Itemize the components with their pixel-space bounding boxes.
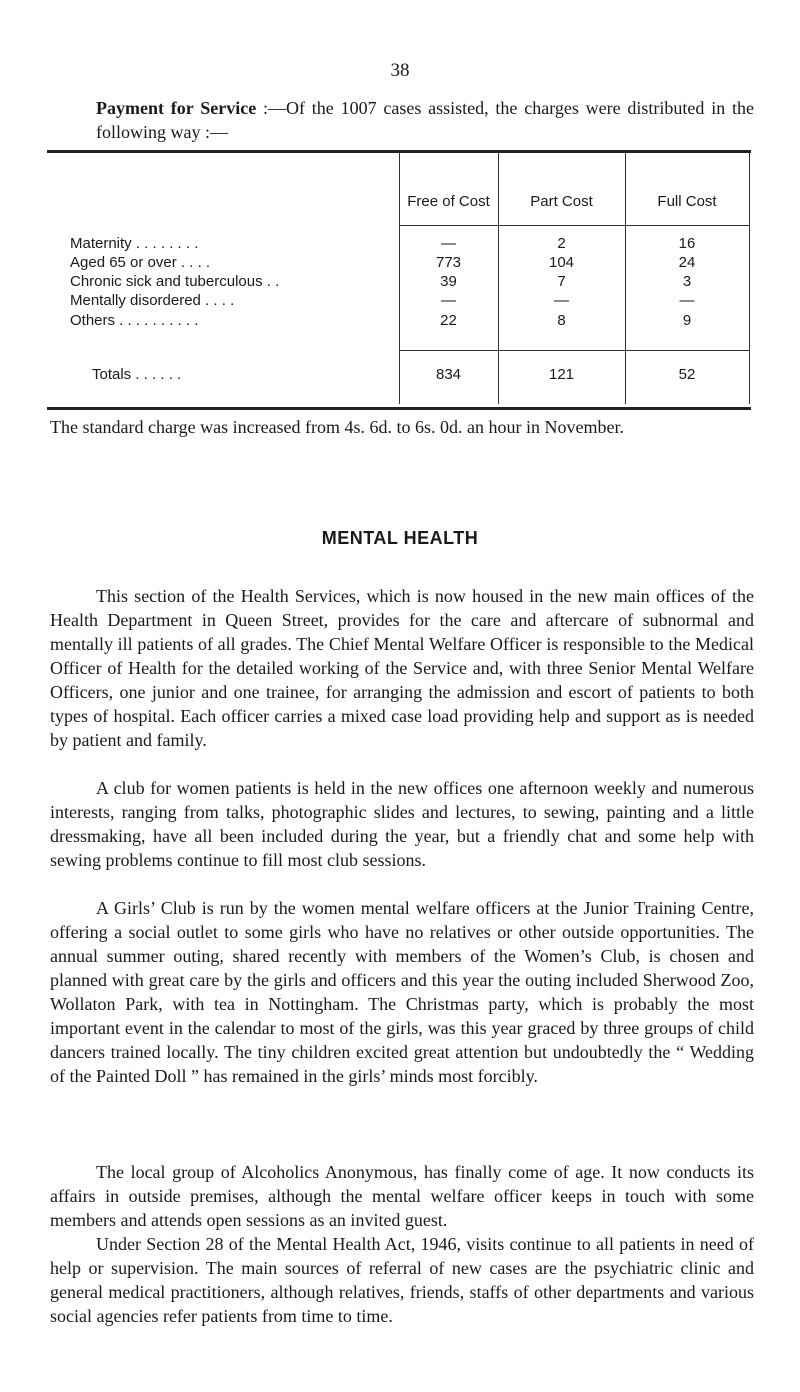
- body-paragraph: A club for women patients is held in the new offices one afternoon weekly and numerous interests, ranging from talks, photographic slides and lectures, to sewing, painting and a little dressmaking, have all been included during the year, but a friendly chat and some help with sewing problems continue to fill most club sessions.: [50, 778, 754, 870]
- body-paragraph: A Girls’ Club is run by the women mental welfare officers at the Junior Training Centre, offering a social outlet to some girls who have no relatives or other outside opportunities. The annual summer outing, shared recently with members of the Women’s Club, is chosen and planned with great care by the girls and officers and this year the outing included Sherwood Zoo, Wollaton Park, with tea in Nottingham. The Christmas party, which is probably the most important event in the calendar to most of the girls, was this year graced by three groups of child dancers trained locally. The tiny children excited great attention but undoubtedly the “ Wedding of the Painted Doll ” has remained in the girls’ minds most forcibly.: [50, 898, 754, 1086]
- intro-paragraph: [96, 96, 754, 144]
- header-free-of-cost: Free of Cost: [407, 193, 490, 210]
- totals-cell: 121: [548, 366, 575, 383]
- page-number: 38: [390, 60, 410, 81]
- table-cell: 7: [557, 273, 566, 290]
- standard-charge-note: The standard charge was increased from 4s. 6d. to 6s. 0d. an hour in November.: [50, 417, 625, 437]
- body-paragraph: The local group of Alcoholics Anonymous, has finally come of age. It now conducts its affairs in outside premises, although the mental welfare officer keeps in touch with some members and attends open sessions as an invited guest.: [50, 1162, 754, 1230]
- header-full-cost: Full Cost: [657, 193, 717, 210]
- row-label: Others . . . . . . . . . .: [70, 312, 199, 329]
- totals-rule: [399, 350, 750, 351]
- table-cell: 8: [557, 312, 566, 329]
- table-cell: 22: [440, 312, 457, 329]
- table-cell: 9: [682, 312, 692, 329]
- totals-label: Totals . . . . . .: [92, 366, 182, 383]
- body-paragraph: Under Section 28 of the Mental Health Act, 1946, visits continue to all patients in need of help or supervision. The main sources of referral of new cases are the psychiatric clinic and general medical practitioners, although relatives, friends, staffs of other departments and various social agencies refer patients from time to time.: [50, 1234, 754, 1326]
- intro-lead: Payment for Service: [96, 98, 257, 118]
- table-cell: —: [441, 235, 456, 252]
- section-heading: MENTAL HEALTH: [321, 528, 479, 548]
- table-cell: 3: [682, 273, 692, 290]
- header-part-cost: Part Cost: [530, 193, 593, 210]
- table-cell: 773: [435, 254, 462, 271]
- table-cell: —: [441, 292, 456, 309]
- table-cell: —: [554, 292, 569, 309]
- intro-text: :—Of the 1007 cases assisted, the charges were distributed in the following way :—: [96, 98, 754, 142]
- table-cell: 104: [548, 254, 575, 271]
- table-cell: 24: [678, 254, 696, 271]
- table-cell: 2: [557, 235, 566, 252]
- table-cell: 39: [440, 273, 457, 290]
- charges-table: [47, 150, 751, 410]
- totals-cell: 52: [678, 366, 696, 383]
- body-paragraph: This section of the Health Services, which is now housed in the new main offices of the Health Department in Queen Street, provides for the care and aftercare of subnormal and mentally ill patients of all grades. The Chief Mental Welfare Officer is responsible to the Medical Officer of Health for the detailed working of the Service and, with three Senior Mental Welfare Officers, one junior and one trainee, for arranging the admission and escort of patients to both types of hospital. Each officer carries a mixed case load providing help and support as is needed by patient and family.: [50, 586, 754, 750]
- table-cell: 16: [678, 235, 696, 252]
- row-label: Aged 65 or over . . . .: [70, 254, 211, 271]
- totals-cell: 834: [435, 366, 462, 383]
- row-label: Maternity . . . . . . . .: [70, 235, 199, 252]
- row-label: Chronic sick and tuberculous . .: [70, 273, 280, 290]
- column-divider: [749, 153, 750, 404]
- header-rule: [399, 225, 750, 226]
- table-cell: —: [679, 292, 695, 309]
- row-label: Mentally disordered . . . .: [70, 292, 235, 309]
